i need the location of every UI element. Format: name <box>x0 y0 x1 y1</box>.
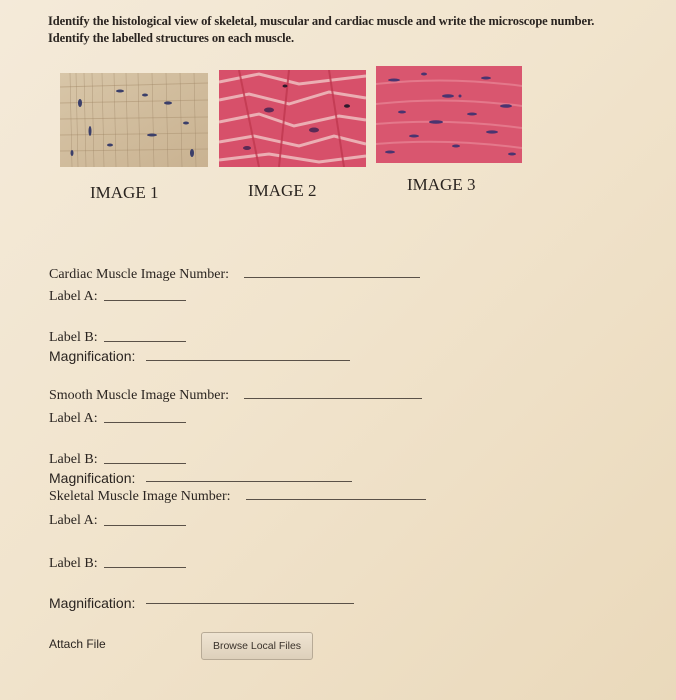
smooth-image-number-label: Smooth Muscle Image Number: <box>49 388 230 403</box>
smooth-image-number-field[interactable] <box>244 398 422 399</box>
smooth-label-a: Label A: <box>49 411 98 426</box>
skeletal-label-a-field[interactable] <box>104 525 186 526</box>
smooth-label-b: Label B: <box>49 452 98 467</box>
image-1-caption: IMAGE 1 <box>90 183 159 202</box>
histology-image-1 <box>60 73 208 167</box>
skeletal-magnification-field[interactable] <box>146 603 354 604</box>
histology-image-2 <box>219 70 366 167</box>
skeletal-image-number-field[interactable] <box>246 499 426 500</box>
cardiac-magnification-label: Magnification: <box>49 348 136 364</box>
instruction-line-2: Identify the labelled structures on each muscle. <box>48 31 294 45</box>
skeletal-label-a: Label A: <box>49 513 98 528</box>
instruction-line-1: Identify the histological view of skeletal, muscular and cardiac muscle and write the microscope number. <box>48 14 595 28</box>
browse-local-files-button[interactable]: Browse Local Files <box>201 632 313 660</box>
histology-image-3 <box>376 66 522 163</box>
skeletal-label-b: Label B: <box>49 556 98 571</box>
skeletal-magnification-label: Magnification: <box>49 595 136 611</box>
smooth-label-a-field[interactable] <box>104 422 186 423</box>
image-3-caption: IMAGE 3 <box>407 175 476 194</box>
cardiac-label-a: Label A: <box>49 289 98 304</box>
cardiac-label-b-field[interactable] <box>104 341 186 342</box>
cardiac-label-b: Label B: <box>49 330 98 345</box>
image-2-caption: IMAGE 2 <box>248 181 317 200</box>
smooth-magnification-field[interactable] <box>146 481 352 482</box>
skeletal-label-b-field[interactable] <box>104 567 186 568</box>
cardiac-image-number-label: Cardiac Muscle Image Number: <box>49 267 229 282</box>
cardiac-magnification-field[interactable] <box>146 360 350 361</box>
cardiac-label-a-field[interactable] <box>104 300 186 301</box>
smooth-label-b-field[interactable] <box>104 463 186 464</box>
smooth-magnification-label: Magnification: <box>49 470 136 486</box>
attach-file-label: Attach File <box>49 637 106 651</box>
cardiac-image-number-field[interactable] <box>244 277 420 278</box>
skeletal-image-number-label: Skeletal Muscle Image Number: <box>49 489 231 504</box>
